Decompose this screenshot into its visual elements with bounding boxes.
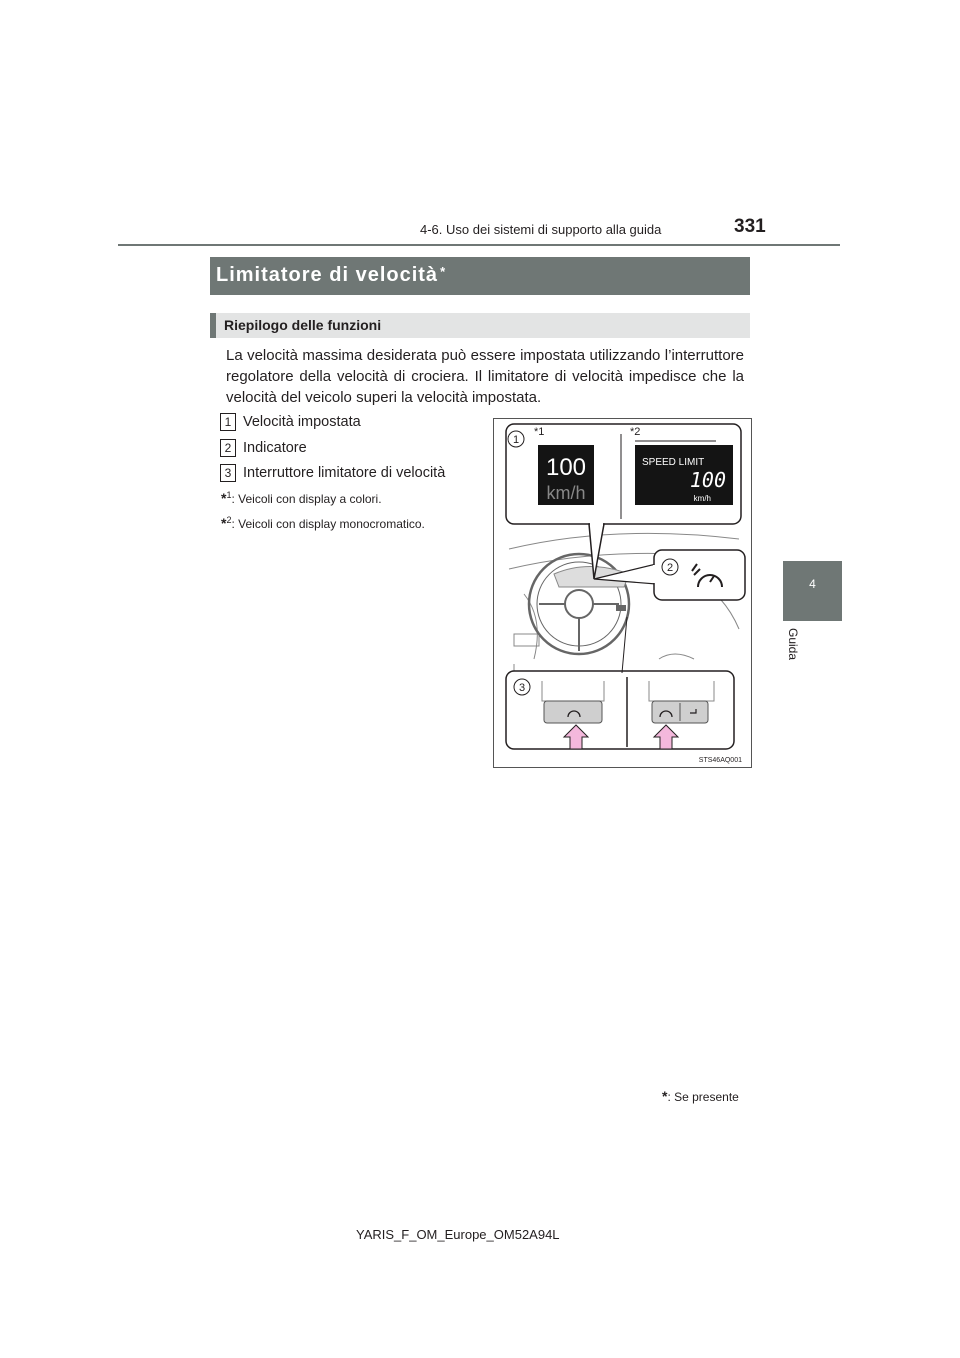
- chapter-tab: [783, 561, 842, 621]
- chapter-number: 4: [809, 577, 816, 591]
- mono-display-value: 100: [689, 468, 726, 492]
- footer-code: YARIS_F_OM_Europe_OM52A94L: [356, 1227, 560, 1242]
- optional-marker: *: [440, 264, 447, 279]
- intro-paragraph: La velocità massima desiderata può essere impostata utilizzando l’interruttore regolatore della velocità di crociera. Il limitatore di velocità impedisce che la velocità del veicolo superi la velocità impostata.: [226, 347, 744, 406]
- legend-number-3: 3: [220, 464, 236, 482]
- note-1: *$^1$: Veicoli con display a colori.: [221, 490, 382, 506]
- legend-number-1: 1: [220, 413, 236, 431]
- note-2: *$^2$: Veicoli con display monocromatico.: [221, 515, 425, 531]
- figure-code: STS46AQ001: [698, 757, 742, 764]
- color-display-unit: km/h: [546, 483, 586, 503]
- page-title: [216, 264, 446, 287]
- color-display-value: 100: [545, 454, 587, 481]
- callout-1: 1: [512, 434, 520, 446]
- header-rule: [118, 244, 840, 246]
- mono-display-unit: km/h: [693, 494, 711, 503]
- speed-limiter-figure: [493, 418, 752, 768]
- page-title-text: Limitatore di velocità: [216, 264, 439, 286]
- legend-number-2: 2: [220, 439, 236, 457]
- callout-3: 3: [518, 682, 526, 694]
- legend-text-2: Indicatore: [243, 440, 307, 456]
- footnote: *: Se presente: [662, 1088, 739, 1104]
- figure-illustration: [494, 419, 751, 767]
- section-title: 4-6. Uso dei sistemi di supporto alla guida: [420, 222, 662, 237]
- legend-text-3: Interruttore limitatore di velocità: [243, 465, 446, 481]
- figure-star-1: *1: [534, 426, 545, 438]
- chapter-label: Guida: [786, 628, 800, 661]
- subtitle-bar-mark: [210, 313, 216, 338]
- switch-stub: [616, 605, 626, 611]
- figure-star-2: *2: [630, 426, 641, 438]
- legend-text-1: Velocità impostata: [243, 414, 361, 430]
- callout-2: 2: [666, 562, 674, 574]
- page-number: 331: [734, 216, 766, 237]
- mono-display-label: SPEED LIMIT: [642, 457, 705, 468]
- subtitle: Riepilogo delle funzioni: [224, 317, 382, 333]
